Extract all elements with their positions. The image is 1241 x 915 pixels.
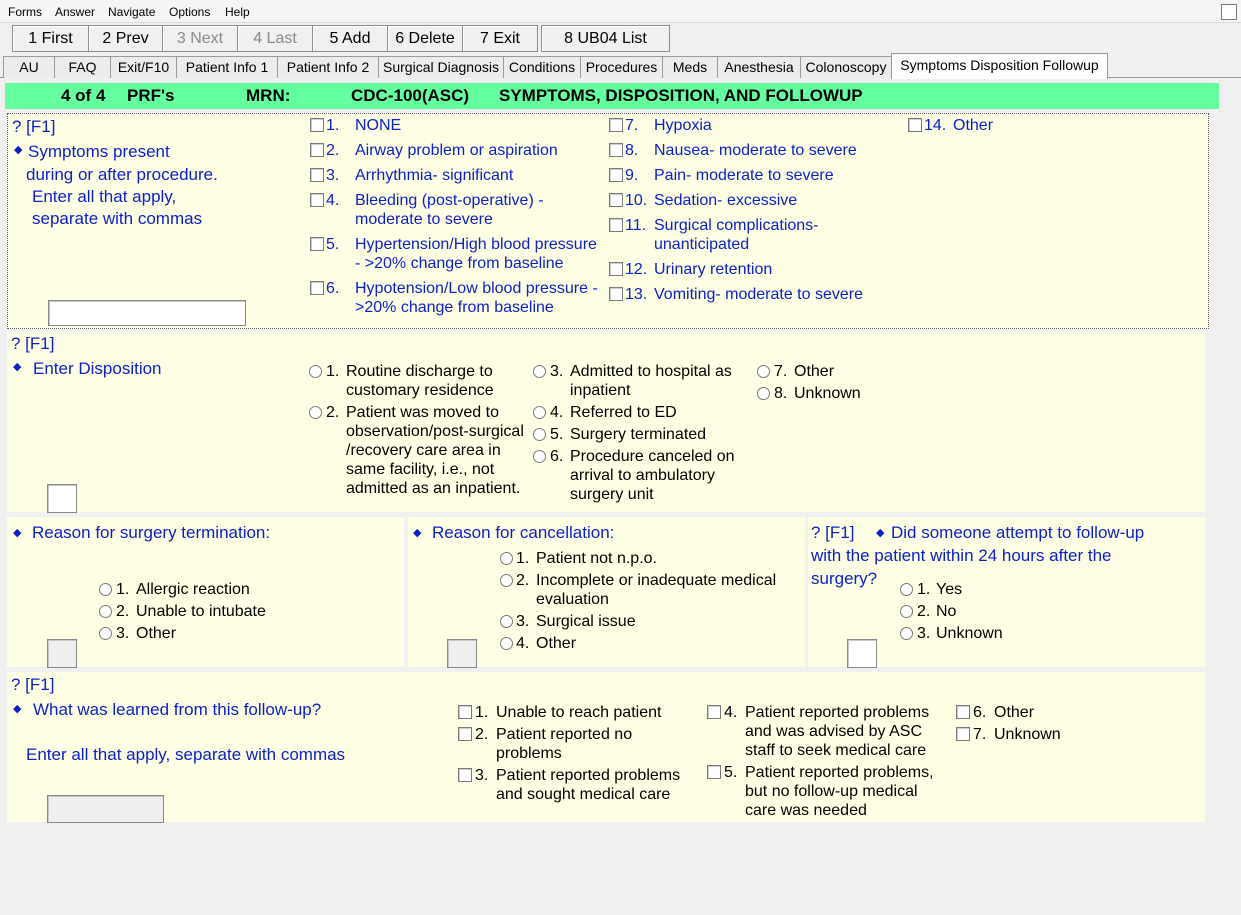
followup-attempt-question-line: surgery? [811, 569, 878, 588]
option-number: 7. [774, 363, 788, 380]
mrn-value: CDC-100(ASC) [351, 86, 470, 105]
symptom-option-label: Pain- moderate to severe [654, 167, 834, 184]
learned-checkbox-5[interactable] [707, 765, 721, 779]
window-control-icon[interactable] [1221, 4, 1237, 20]
followup-attempt-f1-help[interactable]: ? [F1] [811, 523, 855, 542]
followup-attempt-radio-1[interactable] [900, 583, 913, 596]
learned-option-label: Unknown [994, 726, 1061, 743]
disposition-radio-3[interactable] [533, 365, 546, 378]
option-number: 1. [326, 363, 340, 380]
symptom-option-label: moderate to severe [355, 211, 493, 228]
disposition-option-label: same facility, i.e., not [346, 461, 495, 478]
disposition-question: Enter Disposition [33, 359, 162, 378]
delete-button[interactable]: 6 Delete [387, 25, 463, 52]
cancellation-radio-4[interactable] [500, 637, 513, 650]
option-number: 12. [625, 261, 648, 278]
diamond-icon: ◆ [13, 361, 22, 373]
menu-bar [0, 0, 1241, 23]
symptom-option-label: Sedation- excessive [654, 192, 798, 209]
diamond-icon: ◆ [14, 144, 23, 156]
first-button[interactable]: 1 First [12, 25, 89, 52]
learned-option-label: Patient reported problems [745, 704, 930, 721]
symptom-checkbox-11[interactable] [609, 218, 623, 232]
disposition-option-label: surgery unit [570, 486, 654, 503]
cancellation-question: Reason for cancellation: [432, 523, 615, 542]
learned-instruction: Enter all that apply, separate with commas [26, 745, 346, 764]
record-header [5, 83, 1219, 109]
symptom-option-label: NONE [355, 117, 402, 134]
cancellation-option-label: Patient not n.p.o. [536, 550, 657, 567]
menu-answer[interactable]: Answer [55, 5, 96, 19]
symptom-option-label: - >20% change from baseline [355, 255, 564, 272]
symptoms-question-line: Symptoms present [28, 142, 170, 161]
cancellation-option-label: Incomplete or inadequate medical [536, 572, 777, 589]
termination-radio-3[interactable] [99, 627, 112, 640]
option-number: 4. [550, 404, 564, 421]
menu-forms[interactable]: Forms [8, 5, 42, 19]
disposition-option-label: Patient was moved to [346, 404, 499, 421]
learned-option-label: Patient reported problems [496, 767, 681, 784]
option-number: 2. [516, 572, 530, 589]
disposition-radio-5[interactable] [533, 428, 546, 441]
termination-option-label: Unable to intubate [136, 603, 266, 620]
learned-option-label: Other [994, 704, 1035, 721]
option-number: 3. [516, 613, 530, 630]
tab-exit[interactable]: Exit/F10 [110, 56, 177, 78]
learned-option-label: care was needed [745, 802, 867, 819]
option-number: 2. [326, 142, 340, 159]
symptom-option-label: Bleeding (post-operative) - [355, 192, 544, 209]
tab-procedures[interactable]: Procedures [580, 56, 663, 78]
tab-colonoscopy[interactable]: Colonoscopy [800, 56, 892, 78]
learned-checkbox-2[interactable] [458, 727, 472, 741]
menu-options[interactable]: Options [169, 5, 211, 19]
termination-panel [7, 517, 404, 667]
symptom-option-label: Hypertension/High blood pressure [355, 236, 597, 253]
symptom-checkbox-9[interactable] [609, 168, 623, 182]
disposition-radio-7[interactable] [757, 365, 770, 378]
learned-option-label: Unable to reach patient [496, 704, 662, 721]
symptom-option-label: Other [953, 117, 994, 134]
symptom-option-label: Airway problem or aspiration [355, 142, 558, 159]
cancellation-radio-2[interactable] [500, 574, 513, 587]
diamond-icon: ◆ [413, 527, 422, 539]
option-number: 1. [475, 704, 489, 721]
symptoms-question-line: separate with commas [32, 209, 203, 228]
learned-option-label: and sought medical care [496, 786, 671, 803]
disposition-option-label: admitted as an inpatient. [346, 480, 521, 497]
followup-attempt-question-line: Did someone attempt to follow-up [891, 523, 1145, 542]
option-number: 5. [550, 426, 564, 443]
symptoms-input[interactable] [48, 300, 246, 326]
symptoms-question-line: Enter all that apply, [32, 187, 177, 206]
symptom-checkbox-13[interactable] [609, 287, 623, 301]
followup-attempt-input[interactable] [847, 639, 877, 668]
learned-option-label: Patient reported no [496, 726, 633, 743]
disposition-radio-8[interactable] [757, 387, 770, 400]
prev-button[interactable]: 2 Prev [88, 25, 163, 52]
option-number: 14. [924, 117, 947, 134]
option-number: 1. [917, 581, 931, 598]
toolbar [0, 22, 1241, 52]
disposition-option-label: Admitted to hospital as [570, 363, 732, 380]
option-number: 2. [475, 726, 489, 743]
termination-option-label: Allergic reaction [136, 581, 250, 598]
diamond-icon: ◆ [13, 527, 22, 539]
tab-bar [0, 53, 1241, 78]
option-number: 8. [774, 385, 788, 402]
disposition-panel [7, 332, 1205, 512]
mrn-label: MRN: [246, 86, 291, 105]
option-number: 3. [917, 625, 931, 642]
followup-attempt-option-label: Yes [936, 581, 963, 598]
cancellation-option-label: Surgical issue [536, 613, 636, 630]
followup-attempt-radio-3[interactable] [900, 627, 913, 640]
disposition-option-label: Unknown [794, 385, 861, 402]
option-number: 9. [625, 167, 639, 184]
cancellation-panel [408, 517, 805, 667]
learned-checkbox-7[interactable] [956, 727, 970, 741]
learned-question: What was learned from this follow-up? [33, 700, 322, 719]
symptom-option-label: Arrhythmia- significant [355, 167, 514, 184]
termination-option-label: Other [136, 625, 177, 642]
symptom-checkbox-6[interactable] [310, 281, 324, 295]
menu-help[interactable]: Help [225, 5, 250, 19]
learned-f1-help[interactable]: ? [F1] [11, 675, 55, 694]
option-number: 2. [917, 603, 931, 620]
disposition-option-label: customary residence [346, 382, 494, 399]
option-number: 7. [973, 726, 987, 743]
symptom-option-label: Hypotension/Low blood pressure - [355, 280, 598, 297]
tab-faq[interactable]: FAQ [54, 56, 111, 78]
option-number: 11. [625, 217, 647, 234]
symptom-option-label: unanticipated [654, 236, 750, 253]
option-number: 3. [475, 767, 489, 784]
tab-surgical-diagnosis[interactable]: Surgical Diagnosis [378, 56, 504, 78]
next-button[interactable]: 3 Next [162, 25, 238, 52]
symptom-checkbox-3[interactable] [310, 168, 324, 182]
option-number: 5. [326, 236, 340, 253]
disposition-option-label: Procedure canceled on [570, 448, 735, 465]
symptom-checkbox-10[interactable] [609, 193, 623, 207]
option-number: 4. [516, 635, 530, 652]
disposition-option-label: Referred to ED [570, 404, 677, 421]
disposition-option-label: observation/post-surgical [346, 423, 524, 440]
learned-panel [7, 672, 1205, 822]
option-number: 10. [625, 192, 648, 209]
option-number: 7. [625, 117, 639, 134]
symptoms-panel [7, 113, 1209, 329]
learned-checkbox-4[interactable] [707, 705, 721, 719]
disposition-radio-4[interactable] [533, 406, 546, 419]
learned-option-label: but no follow-up medical [745, 783, 918, 800]
exit-button[interactable]: 7 Exit [462, 25, 538, 52]
option-number: 4. [326, 192, 340, 209]
prf-label: PRF's [127, 86, 175, 105]
learned-option-label: and was advised by ASC [745, 723, 922, 740]
disposition-option-label: Routine discharge to [346, 363, 493, 380]
symptom-option-label: Nausea- moderate to severe [654, 142, 857, 159]
symptom-option-label: Urinary retention [654, 261, 773, 278]
ub04-list-button[interactable]: 8 UB04 List [541, 25, 670, 52]
disposition-option-label: inpatient [570, 382, 631, 399]
tab-symptoms-disposition-followup[interactable]: Symptoms Disposition Followup [891, 53, 1108, 79]
termination-input[interactable] [47, 639, 77, 668]
menu-navigate[interactable]: Navigate [108, 5, 156, 19]
option-number: 2. [326, 404, 340, 421]
symptom-checkbox-5[interactable] [310, 237, 324, 251]
followup-attempt-radio-2[interactable] [900, 605, 913, 618]
termination-radio-1[interactable] [99, 583, 112, 596]
termination-question: Reason for surgery termination: [32, 523, 271, 542]
symptom-option-label: Hypoxia [654, 117, 712, 134]
cancellation-radio-3[interactable] [500, 615, 513, 628]
tab-conditions[interactable]: Conditions [503, 56, 581, 78]
tab-au[interactable]: AU [3, 56, 55, 78]
option-number: 1. [116, 581, 130, 598]
followup-attempt-option-label: No [936, 603, 957, 620]
cancellation-option-label: Other [536, 635, 577, 652]
tab-patient-info-1[interactable]: Patient Info 1 [176, 56, 278, 78]
page-title: SYMPTOMS, DISPOSITION, AND FOLLOWUP [499, 86, 863, 105]
option-number: 4. [724, 704, 738, 721]
record-count: 4 of 4 [61, 86, 106, 105]
disposition-option-label: Other [794, 363, 835, 380]
cancellation-input[interactable] [447, 639, 477, 668]
symptoms-question-line: during or after procedure. [26, 165, 218, 184]
disposition-option-label: arrival to ambulatory [570, 467, 715, 484]
symptom-checkbox-4[interactable] [310, 193, 324, 207]
followup-attempt-option-label: Unknown [936, 625, 1003, 642]
symptom-checkbox-1[interactable] [310, 118, 324, 132]
option-number: 6. [326, 280, 340, 297]
termination-radio-2[interactable] [99, 605, 112, 618]
tab-meds[interactable]: Meds [662, 56, 718, 78]
cancellation-radio-1[interactable] [500, 552, 513, 565]
tab-patient-info-2[interactable]: Patient Info 2 [277, 56, 379, 78]
option-number: 6. [973, 704, 987, 721]
symptoms-f1-help[interactable]: ? [F1] [12, 117, 56, 136]
symptom-checkbox-7[interactable] [609, 118, 623, 132]
cancellation-option-label: evaluation [536, 591, 609, 608]
disposition-f1-help[interactable]: ? [F1] [11, 334, 55, 353]
option-number: 3. [116, 625, 130, 642]
followup-attempt-question-line: with the patient within 24 hours after the [811, 546, 1112, 565]
last-button[interactable]: 4 Last [237, 25, 313, 52]
option-number: 8. [625, 142, 639, 159]
disposition-option-label: /recovery care area in [346, 442, 501, 459]
symptom-checkbox-12[interactable] [609, 262, 623, 276]
tab-anesthesia[interactable]: Anesthesia [717, 56, 801, 78]
symptom-checkbox-14[interactable] [908, 118, 922, 132]
symptom-option-label: Vomiting- moderate to severe [654, 286, 863, 303]
learned-input[interactable] [47, 795, 164, 823]
option-number: 3. [550, 363, 564, 380]
disposition-radio-2[interactable] [309, 406, 322, 419]
learned-checkbox-6[interactable] [956, 705, 970, 719]
option-number: 1. [326, 117, 340, 134]
disposition-option-label: Surgery terminated [570, 426, 707, 443]
learned-option-label: problems [496, 745, 562, 762]
disposition-radio-6[interactable] [533, 450, 546, 463]
option-number: 1. [516, 550, 530, 567]
followup-attempt-panel [808, 517, 1205, 667]
learned-option-label: staff to seek medical care [745, 742, 927, 759]
disposition-radio-1[interactable] [309, 365, 322, 378]
option-number: 3. [326, 167, 340, 184]
symptom-option-label: Surgical complications- [654, 217, 819, 234]
learned-checkbox-1[interactable] [458, 705, 472, 719]
option-number: 6. [550, 448, 564, 465]
learned-option-label: Patient reported problems, [745, 764, 934, 781]
option-number: 2. [116, 603, 130, 620]
option-number: 13. [625, 286, 648, 303]
diamond-icon: ◆ [876, 527, 885, 539]
diamond-icon: ◆ [13, 703, 22, 715]
symptom-checkbox-2[interactable] [310, 143, 324, 157]
learned-checkbox-3[interactable] [458, 768, 472, 782]
option-number: 5. [724, 764, 738, 781]
symptom-checkbox-8[interactable] [609, 143, 623, 157]
add-button[interactable]: 5 Add [312, 25, 388, 52]
disposition-input[interactable] [47, 484, 77, 513]
symptom-option-label: >20% change from baseline [355, 299, 554, 316]
